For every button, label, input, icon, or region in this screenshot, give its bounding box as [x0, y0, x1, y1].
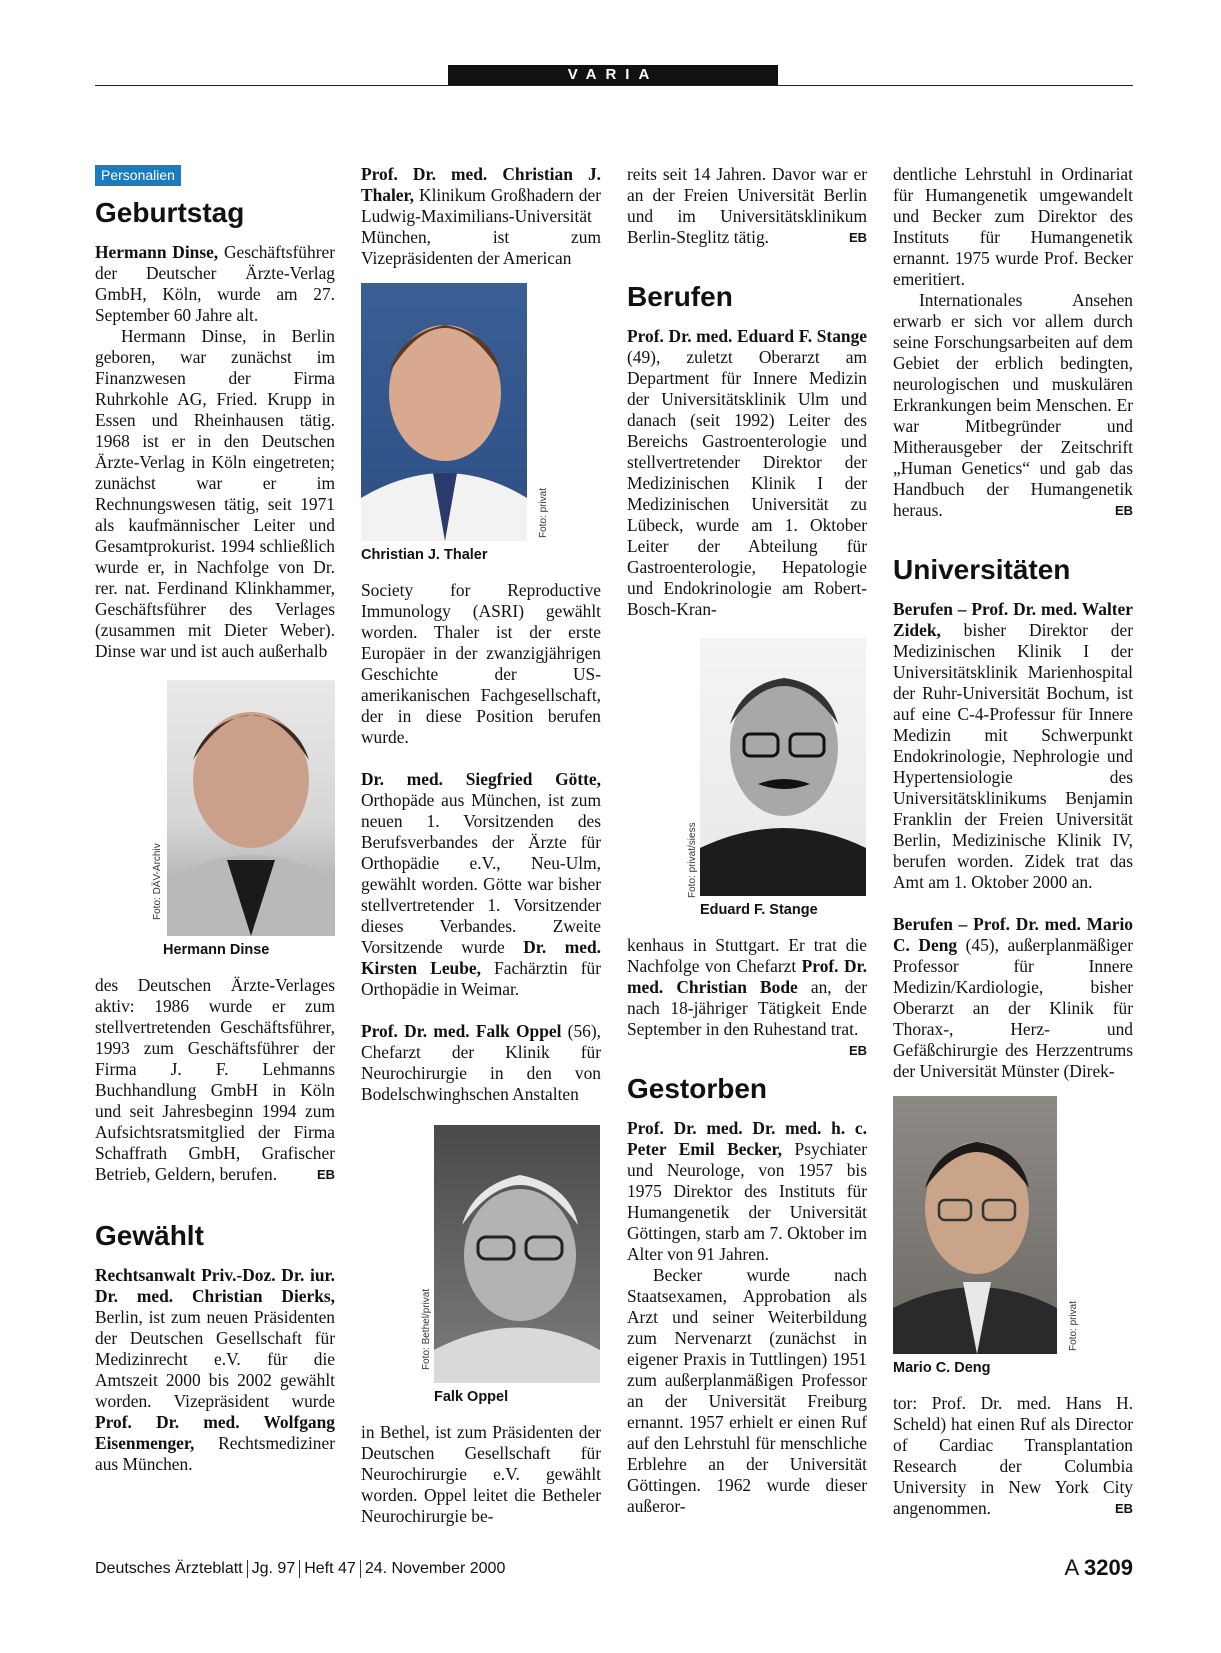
paragraph-text: (49), zuletzt Oberarzt am Department für Innere Medizin der Universitätsklinik Ulm und danach (seit 1992) Leiter des Bereichs Gastroenterologie und stellvertretender Direktor der Medizinischen Klinik I der Medizinischen Universität zu Lübeck, wurde am 1. Oktober Leiter der Abteilung für Gastroenterologie, Hepatologie und Endokrinologie am Robert-Bosch-Kran-	[627, 347, 867, 619]
paragraph: dentliche Lehrstuhl in Ordinariat für Humangenetik umgewandelt und Becker zum Direktor des Instituts für Humangenetik ernannt. 1975 wurde Prof. Becker emeritiert.	[893, 164, 1133, 289]
paragraph-text: Orthopäde aus München, ist zum neuen 1. Vorsitzenden des Berufsverbandes der Ärzte für Orthopädie e.V., Neu-Ulm, gewählt worden. Götte war bisher stellvertretender 1. Vorsitzender dieses Verbandes. Zweite Vorsitzende wurde	[361, 790, 601, 957]
heading-gestorben: Gestorben	[627, 1073, 768, 1104]
person-name: Rechtsanwalt Priv.-Doz. Dr. iur. Dr. med. Christian Dierks,	[95, 1265, 335, 1306]
photo-credit: Foto: privat/siess	[687, 822, 698, 898]
issue: Heft 47	[304, 1560, 356, 1578]
photo-caption: Mario C. Deng	[893, 1360, 991, 1376]
photo-credit: Foto: privat	[1068, 1300, 1079, 1351]
paragraph-text: Rechtsmediziner aus München.	[95, 1433, 335, 1474]
issue-date: 24. November 2000	[364, 1560, 506, 1578]
footer	[95, 1560, 505, 1578]
photo-caption: Christian J. Thaler	[361, 547, 488, 563]
paragraph-text: Internationales Ansehen erwarb er sich vor allem durch seine Forschungsarbeiten auf dem Gebiet der erblich bedingten, neurologischen und muskulären Erkrankungen beim Menschen. Er war Mitbegründer und Mitherausgeber der Zeitschrift „Human Genetics“ und gab das Handbuch der Humangenetik heraus.	[893, 290, 1133, 520]
photo-figure	[152, 680, 335, 961]
paragraph: Society for Reproductive Immunology (ASRI) gewählt worden. Thaler ist der erste Europäer in der zwanzigjährigen Geschichte der US-amerikanischen Fachgesellschaft, der in diese Position berufen wurde.	[361, 580, 601, 747]
portrait-photo-oppel	[434, 1125, 600, 1383]
paragraph-text: bisher Direktor der Medizinischen Klinik I der Universitätsklinik Marienhospital der Ruhr-Universität Bochum, ist auf eine C-4-Professur für Innere Medizin mit Schwerpunkt Endokrinologie, Nephrologie und Hypertensiologie des Universitätsklinikums Benjamin Franklin der Freien Universität Berlin, Medizinische Klinik IV, berufen worden. Zidek trat das Amt am 1. Oktober 2000 an.	[893, 620, 1133, 892]
column-2	[361, 164, 601, 1527]
photo-caption: Eduard F. Stange	[700, 902, 818, 918]
section-header: VARIA	[448, 65, 778, 85]
portrait-image	[167, 680, 335, 936]
heading-gewaehlt: Gewählt	[95, 1220, 204, 1251]
photo-credit: Foto: privat	[538, 487, 549, 538]
paragraph	[627, 1118, 867, 1265]
paragraph-text: tor: Prof. Dr. med. Hans H. Scheld) hat einen Ruf als Director of Cardiac Transplantation Research der Columbia University in New York City angenommen.	[893, 1393, 1133, 1518]
person-name: Dr. med. Siegfried Götte,	[361, 769, 601, 789]
heading-berufen: Berufen	[627, 281, 733, 312]
paragraph: in Bethel, ist zum Präsidenten der Deutschen Gesellschaft für Neurochirurgie e.V. gewählt worden. Oppel leitet die Betheler Neurochirurgie be-	[361, 1422, 601, 1526]
portrait-photo-deng	[893, 1096, 1057, 1354]
paragraph-text: Geschäftsführer der Deutscher Ärzte-Verlag GmbH, Köln, wurde am 27. September 60 Jahre alt.	[95, 242, 335, 325]
paragraph	[627, 164, 867, 248]
photo-figure	[361, 283, 601, 566]
paragraph-text: (56), Chefarzt der Klinik für Neurochirurgie in den von Bodelschwinghschen Anstalten	[361, 1021, 602, 1104]
person-name: Hermann Dinse,	[95, 242, 219, 262]
paragraph	[893, 1393, 1133, 1519]
paragraph	[361, 769, 601, 1000]
person-name: Prof. Dr. med. Dr. med. h. c. Peter Emil Becker,	[627, 1118, 867, 1159]
separator	[247, 1560, 248, 1578]
author-initials: EB	[848, 230, 867, 245]
portrait-image	[893, 1096, 1057, 1354]
photo-credit: Foto: DÄV-Archiv	[152, 843, 163, 920]
photo-caption: Hermann Dinse	[163, 942, 270, 958]
portrait-image	[434, 1125, 600, 1383]
paragraph	[95, 1265, 335, 1475]
paragraph	[95, 242, 335, 326]
heading-geburtstag: Geburtstag	[95, 197, 245, 228]
page-number	[1064, 1555, 1133, 1581]
paragraph	[361, 1021, 601, 1105]
paragraph: Becker wurde nach Staatsexamen, Approbation als Arzt und seiner Weiterbildung zum Nervenarzt (zunächst in eigener Praxis in Tuttlingen) 1951 zum außerplanmäßigen Professor an der Universität Freiburg ernannt. 1957 erhielt er einen Ruf auf den Lehrstuhl für menschliche Erblehre an der Universität Göttingen. 1962 wurde dieser außeror-	[627, 1265, 867, 1516]
paragraph-text: des Deutschen Ärzte-Verlages aktiv: 1986 wurde er zum stellvertretenden Geschäftsführer, 1993 zum Geschäftsführer der Firma J. F. Lehmanns Buchhandlung GmbH in Köln und seit Jahresbeginn 1994 zum Aufsichtsratsmitglied der Firma Schaffrath GmbH, Grafischer Betrieb, Geldern, berufen.	[95, 975, 335, 1184]
paragraph-text: Berlin, ist zum neuen Präsidenten der Deutschen Gesellschaft für Medizinrecht e.V. für die Amtszeit 2000 bis 2002 gewählt worden. Vizepräsident wurde	[95, 1307, 335, 1411]
person-name: Prof. Dr. med. Wolfgang Eisenmenger,	[95, 1412, 335, 1453]
paragraph	[361, 164, 601, 269]
author-initials: EB	[848, 1043, 867, 1058]
author-initials: EB	[316, 1167, 335, 1182]
photo-figure	[421, 1125, 601, 1408]
paragraph	[893, 599, 1133, 893]
photo-figure	[893, 1096, 1133, 1379]
author-initials: EB	[1114, 503, 1133, 518]
column-4	[893, 164, 1133, 1519]
portrait-photo-thaler	[361, 283, 527, 541]
column-3	[627, 164, 867, 1517]
paragraph-text: Psychiater und Neurologe, von 1957 bis 1975 Direktor des Instituts für Humangenetik der Universität Göttingen, starb am 7. Oktober im Alter von 91 Jahren.	[627, 1139, 867, 1264]
separator	[360, 1560, 361, 1578]
journal-name: Deutsches Ärzteblatt	[95, 1560, 243, 1578]
column-1	[95, 164, 335, 1475]
person-name: Prof. Dr. med. Eduard F. Stange	[627, 326, 867, 346]
paragraph	[893, 914, 1133, 1082]
header-rule	[95, 85, 1133, 86]
volume: Jg. 97	[251, 1560, 296, 1578]
paragraph: Hermann Dinse, in Berlin geboren, war zunächst im Finanzwesen der Firma Ruhrkohle AG, Fried. Krupp in Essen und Rheinhausen tätig. 1968 ist er in den Deutschen Ärzte-Verlag in Köln eingetreten; zunächst war er im Rechnungswesen tätig, seit 1971 als kaufmännischer Leiter und Gesamtprokurist. 1994 schließlich wurde er, in Nachfolge von Dr. rer. nat. Ferdinand Klinkhammer, Geschäftsführer des Verlages (zusammen mit Dieter Weber). Dinse war und ist auch außerhalb	[95, 326, 335, 661]
paragraph-text: Klinikum Großhadern der Ludwig-Maximilians-Universität München, ist zum Vizepräsidenten der American	[361, 185, 601, 268]
paragraph-text: (45), außerplanmäßiger Professor für Innere Medizin/Kardiologie, bisher Oberarzt an der Klinik für Thorax-, Herz- und Gefäßchirurgie des Herzzentrums der Universität Münster (Direk-	[893, 935, 1133, 1081]
author-initials: EB	[1114, 1501, 1133, 1516]
rubric-tag: Personalien	[95, 165, 181, 186]
portrait-photo-stange	[700, 638, 866, 896]
separator	[299, 1560, 300, 1578]
portrait-image	[700, 638, 866, 896]
paragraph	[627, 326, 867, 620]
page-number-value: 3209	[1084, 1555, 1133, 1580]
photo-caption: Falk Oppel	[434, 1389, 509, 1405]
page-prefix: A	[1064, 1555, 1078, 1580]
paragraph-text: kenhaus in Stuttgart. Er trat die Nachfolge von Chefarzt	[627, 935, 867, 976]
person-name: Prof. Dr. med. Christian Bode	[627, 956, 867, 997]
paragraph	[95, 975, 335, 1185]
person-name: Berufen – Prof. Dr. med. Walter Zidek,	[893, 599, 1133, 640]
person-name: Dr. med. Kirsten Leube,	[361, 937, 602, 978]
photo-credit: Foto: Bethel/privat	[421, 1288, 432, 1370]
photo-figure	[687, 638, 867, 921]
person-name: Prof. Dr. med. Christian J. Thaler,	[361, 164, 601, 205]
heading-universitaeten: Universitäten	[893, 554, 1071, 585]
paragraph-text: Fachärztin für Orthopädie in Weimar.	[361, 958, 601, 999]
person-name: Prof. Dr. med. Falk Oppel	[361, 1021, 562, 1041]
paragraph	[627, 935, 867, 1058]
person-name: Berufen – Prof. Dr. med. Mario C. Deng	[893, 914, 1133, 955]
portrait-image	[361, 283, 527, 541]
paragraph-text: reits seit 14 Jahren. Davor war er an der Freien Universität Berlin und im Universitätsklinikum Berlin-Steglitz tätig.	[627, 164, 867, 247]
paragraph	[893, 290, 1133, 521]
paragraph-text: an, der nach 18-jähriger Tätigkeit Ende September in den Ruhestand trat.	[627, 977, 867, 1039]
portrait-photo-dinse	[167, 680, 335, 936]
